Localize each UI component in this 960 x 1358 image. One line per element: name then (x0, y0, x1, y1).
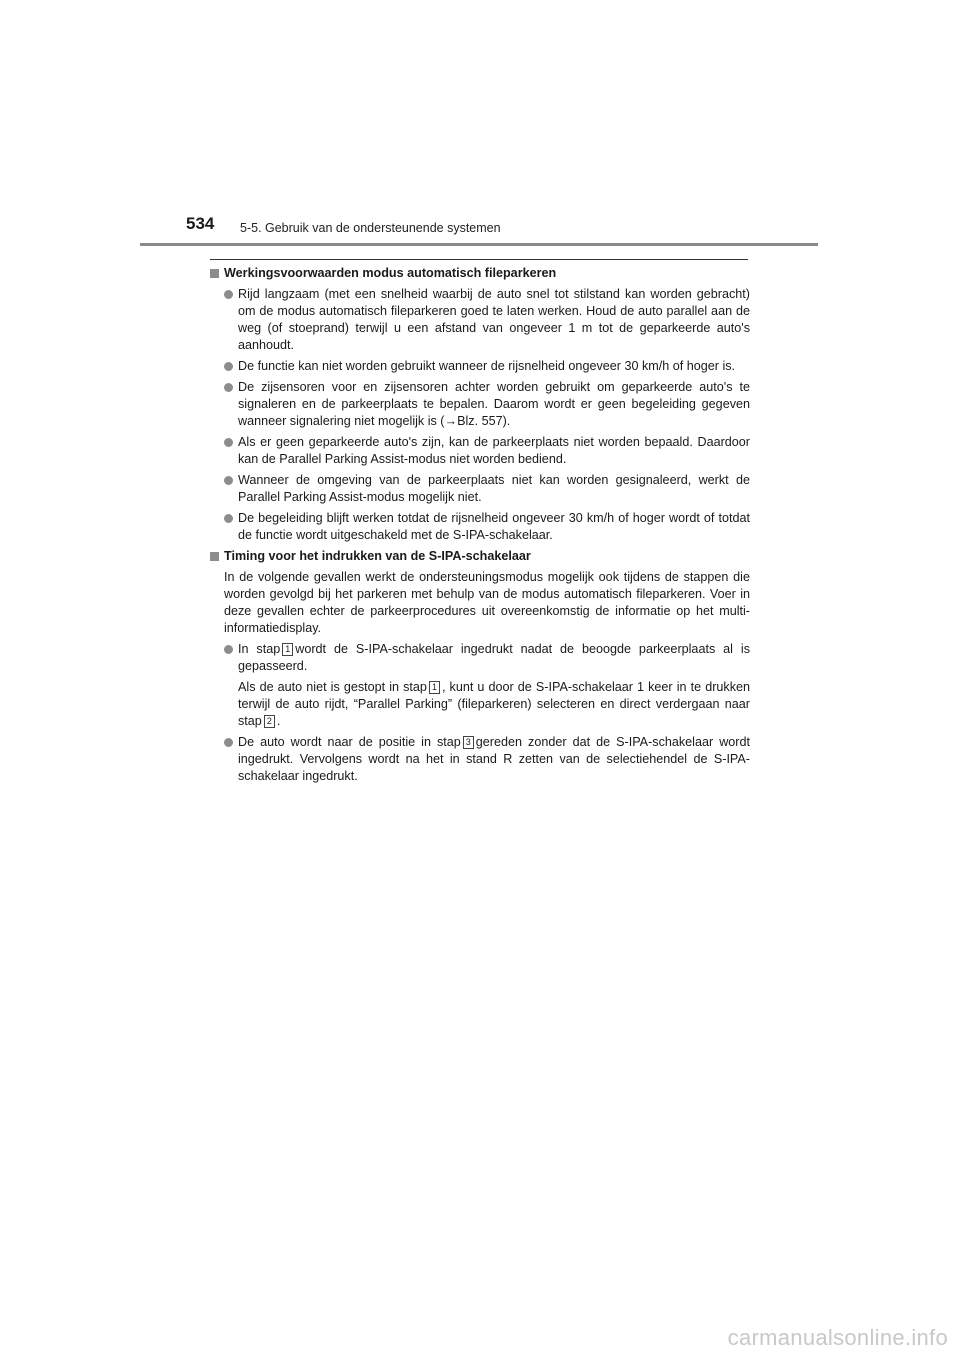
round-bullet-icon (224, 738, 233, 747)
bullet-text: Rijd langzaam (met een snelheid waarbij de auto snel tot stilstand kan worden gebracht) om de modus automatisch fileparkeren goed te laten werken. Houd de auto parallel aan de weg (of stoeprand) terwijl u een afstand van ongeveer 1 m tot de geparkeerde auto's aanhoudt. (238, 287, 750, 352)
bullet-text: De zijsensoren voor en zijsensoren achter worden gebruikt om geparkeerde auto's te signaleren en de parkeerplaats te bepalen. Daarom wordt er geen begeleiding gegeven wanneer signalering niet mogelijk is (→Blz. 557). (238, 380, 750, 428)
content-rule (210, 259, 748, 260)
step-number-badge: 1 (429, 681, 440, 694)
step-number-badge: 1 (282, 643, 293, 656)
heading-text: Werkingsvoorwaarden modus automatisch fileparkeren (224, 266, 557, 280)
bullet-subtext (238, 679, 750, 730)
round-bullet-icon (224, 476, 233, 485)
text-run: , kunt u door de S-IPA-schakelaar 1 keer in te drukken terwijl de auto rijdt, “Parallel Parking” (fileparkeren) selecteren en direct verdergaan naar stap (238, 680, 750, 728)
text-run: . (276, 714, 281, 728)
header-rule (140, 243, 818, 246)
round-bullet-icon (224, 290, 233, 299)
watermark: carmanualsonline.info (727, 1325, 948, 1350)
list-item (210, 734, 750, 785)
step-number-badge: 3 (463, 736, 474, 749)
text-run: De auto wordt naar de positie in stap (238, 735, 461, 749)
bullet-text: De functie kan niet worden gebruikt wanneer de rijsnelheid ongeveer 30 km/h of hoger is. (238, 359, 736, 373)
step-number-badge: 2 (264, 715, 275, 728)
intro-paragraph: In de volgende gevallen werkt de ondersteuningsmodus mogelijk ook tijdens de stappen die worden gevolgd bij het parkeren met behulp van de modus automatisch fileparkeren. Voer in deze gevallen echter de parkeerprocedures uit overeenkomstig de informatie op het multi-informatiedisplay. (224, 570, 750, 635)
list-item (210, 358, 750, 375)
heading-text: Timing voor het indrukken van de S-IPA-schakelaar (224, 549, 531, 563)
list-item (210, 510, 750, 544)
page-content (210, 265, 750, 789)
bullet-text (238, 641, 750, 675)
bullet-text: Als er geen geparkeerde auto's zijn, kan de parkeerplaats niet worden bepaald. Daardoor kan de Parallel Parking Assist-modus niet worden bediend. (238, 435, 750, 466)
text-run: wordt de S-IPA-schakelaar ingedrukt nadat de beoogde parkeerplaats al is gepasseerd. (238, 642, 750, 673)
list-item (210, 641, 750, 730)
round-bullet-icon (224, 362, 233, 371)
list-item (210, 472, 750, 506)
round-bullet-icon (224, 438, 233, 447)
text-run: gereden zonder dat de S-IPA-schakelaar wordt ingedrukt. Vervolgens wordt na het in stand R zetten van de selectiehendel de S-IPA-schakelaar ingedrukt. (238, 735, 750, 783)
section-heading (210, 265, 750, 282)
bullet-text (238, 734, 750, 785)
round-bullet-icon (224, 645, 233, 654)
list-item (210, 379, 750, 430)
bullet-text: Wanneer de omgeving van de parkeerplaats niet kan worden gesignaleerd, werkt de Parallel Parking Assist-modus mogelijk niet. (238, 473, 750, 504)
text-run: In stap (238, 642, 281, 656)
page-number: 534 (186, 214, 215, 233)
round-bullet-icon (224, 383, 233, 392)
round-bullet-icon (224, 514, 233, 523)
text-run: Als de auto niet is gestopt in stap (238, 680, 427, 694)
square-bullet-icon (210, 269, 219, 278)
list-item (210, 286, 750, 354)
list-item (210, 434, 750, 468)
section-heading (210, 548, 750, 565)
bullet-text: De begeleiding blijft werken totdat de rijsnelheid ongeveer 30 km/h of hoger wordt of totdat de functie wordt uitgeschakeld met de S-IPA-schakelaar. (238, 511, 750, 542)
section-title: 5-5. Gebruik van de ondersteunende systemen (240, 221, 501, 235)
square-bullet-icon (210, 552, 219, 561)
